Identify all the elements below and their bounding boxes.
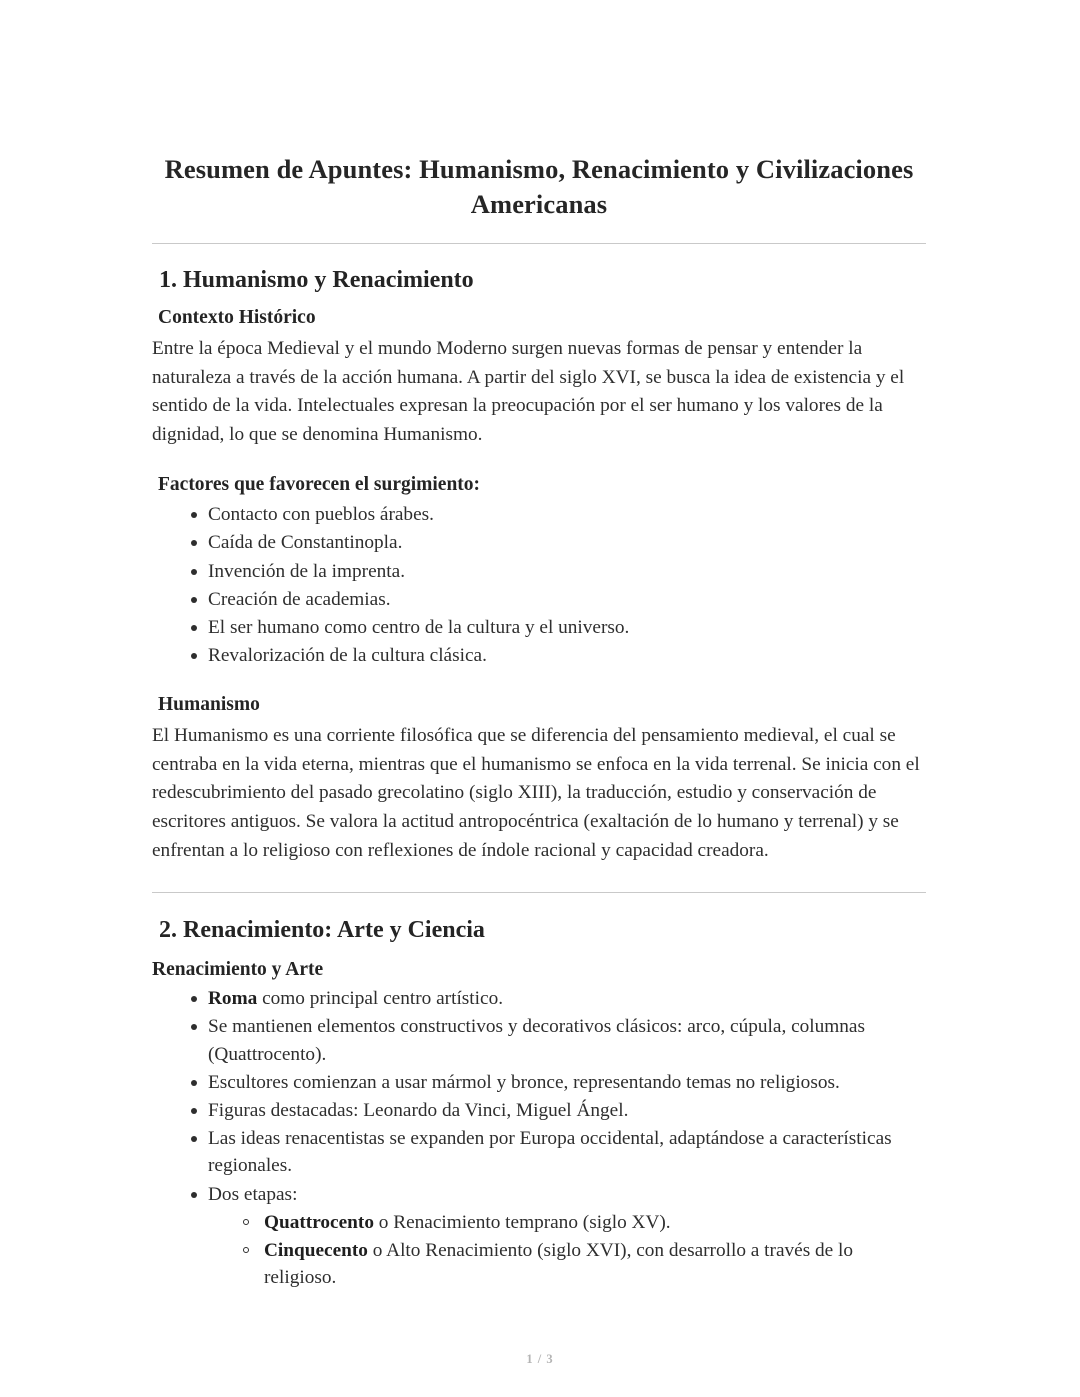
paragraph-contexto-historico: Entre la época Medieval y el mundo Moderno surgen nuevas formas de pensar y entender la naturaleza a través de la acción humana. A partir del siglo XVI, se busca la idea de existencia y el sentido de la vida. Intelectuales expresan la preocupación por el ser humano y los valores de la dignidad, lo que se denomina Humanismo. (152, 337, 905, 445)
section-heading-1: 1. Humanismo y Renacimiento (159, 266, 474, 293)
list-item: Creación de academias. (152, 586, 926, 613)
subheading-factores: Factores que favorecen el surgimiento: (158, 474, 481, 496)
sub-list-item-text: o Renacimiento temprano (siglo XV). (373, 1211, 671, 1233)
list-item (152, 1181, 926, 1292)
list-dos-etapas (208, 1208, 926, 1292)
list-item (152, 1013, 926, 1067)
list-item (152, 1069, 926, 1096)
list-item-text: Las ideas renacentistas se expanden por Europa occidental, adaptándose a características regionales. (208, 1128, 892, 1177)
list-renacimiento-arte (152, 982, 926, 1291)
list-item: Caída de Constantinopla. (152, 529, 926, 556)
subheading-renacimiento-arte: Renacimiento y Arte (152, 958, 324, 980)
list-item: Invención de la imprenta. (152, 558, 926, 585)
subheading-humanismo: Humanismo (158, 694, 260, 716)
list-item-text: como principal centro artístico. (257, 988, 504, 1010)
list-item-text: Se mantienen elementos constructivos y decorativos clásicos: arco, cúpula, columnas (Quattrocento). (208, 1016, 865, 1065)
list-item (152, 1097, 926, 1124)
sub-list-item-term: Cinquecento (264, 1240, 368, 1262)
section-heading-2: 2. Renacimiento: Arte y Ciencia (159, 917, 485, 944)
page-title: Resumen de Apuntes: Humanismo, Renacimiento y Civilizaciones Americanas (164, 154, 914, 219)
sub-list-item (208, 1209, 926, 1236)
paragraph-humanismo: El Humanismo es una corriente filosófica que se diferencia del pensamiento medieval, el cual se centraba en la vida eterna, mientras que el humanismo se enfoca en la vida terrenal. Se inicia con el redescubrimiento del pasado grecolatino (siglo XIII), la traducción, estudio y conservación de escritores antiguos. Se valora la actitud antropocéntrica (exaltación de lo humano y terrenal) y se enfrentan a lo religioso con reflexiones de índole racional y capacidad creadora. (152, 725, 920, 861)
list-item: El ser humano como centro de la cultura y el universo. (152, 614, 926, 641)
sub-list-item (208, 1237, 926, 1291)
document-content (152, 0, 926, 1292)
list-item-text: Escultores comienzan a usar mármol y bronce, representando temas no religiosos. (208, 1071, 840, 1093)
sub-list-item-text: o Alto Renacimiento (siglo XVI), con desarrollo a través de lo religioso. (264, 1240, 854, 1289)
list-item: Revalorización de la cultura clásica. (152, 642, 926, 669)
page-number-footer: 1 / 3 (526, 1352, 554, 1366)
list-item (152, 985, 926, 1012)
sub-list-item-term: Quattrocento (264, 1211, 374, 1233)
list-item-text: Dos etapas: (208, 1183, 298, 1205)
list-item-text: Figuras destacadas: Leonardo da Vinci, Miguel Ángel. (208, 1100, 629, 1122)
list-item (152, 1125, 926, 1179)
list-item-term: Roma (208, 988, 258, 1010)
list-item: Contacto con pueblos árabes. (152, 501, 926, 528)
subheading-contexto-historico: Contexto Histórico (158, 307, 316, 329)
list-factores (152, 498, 926, 669)
